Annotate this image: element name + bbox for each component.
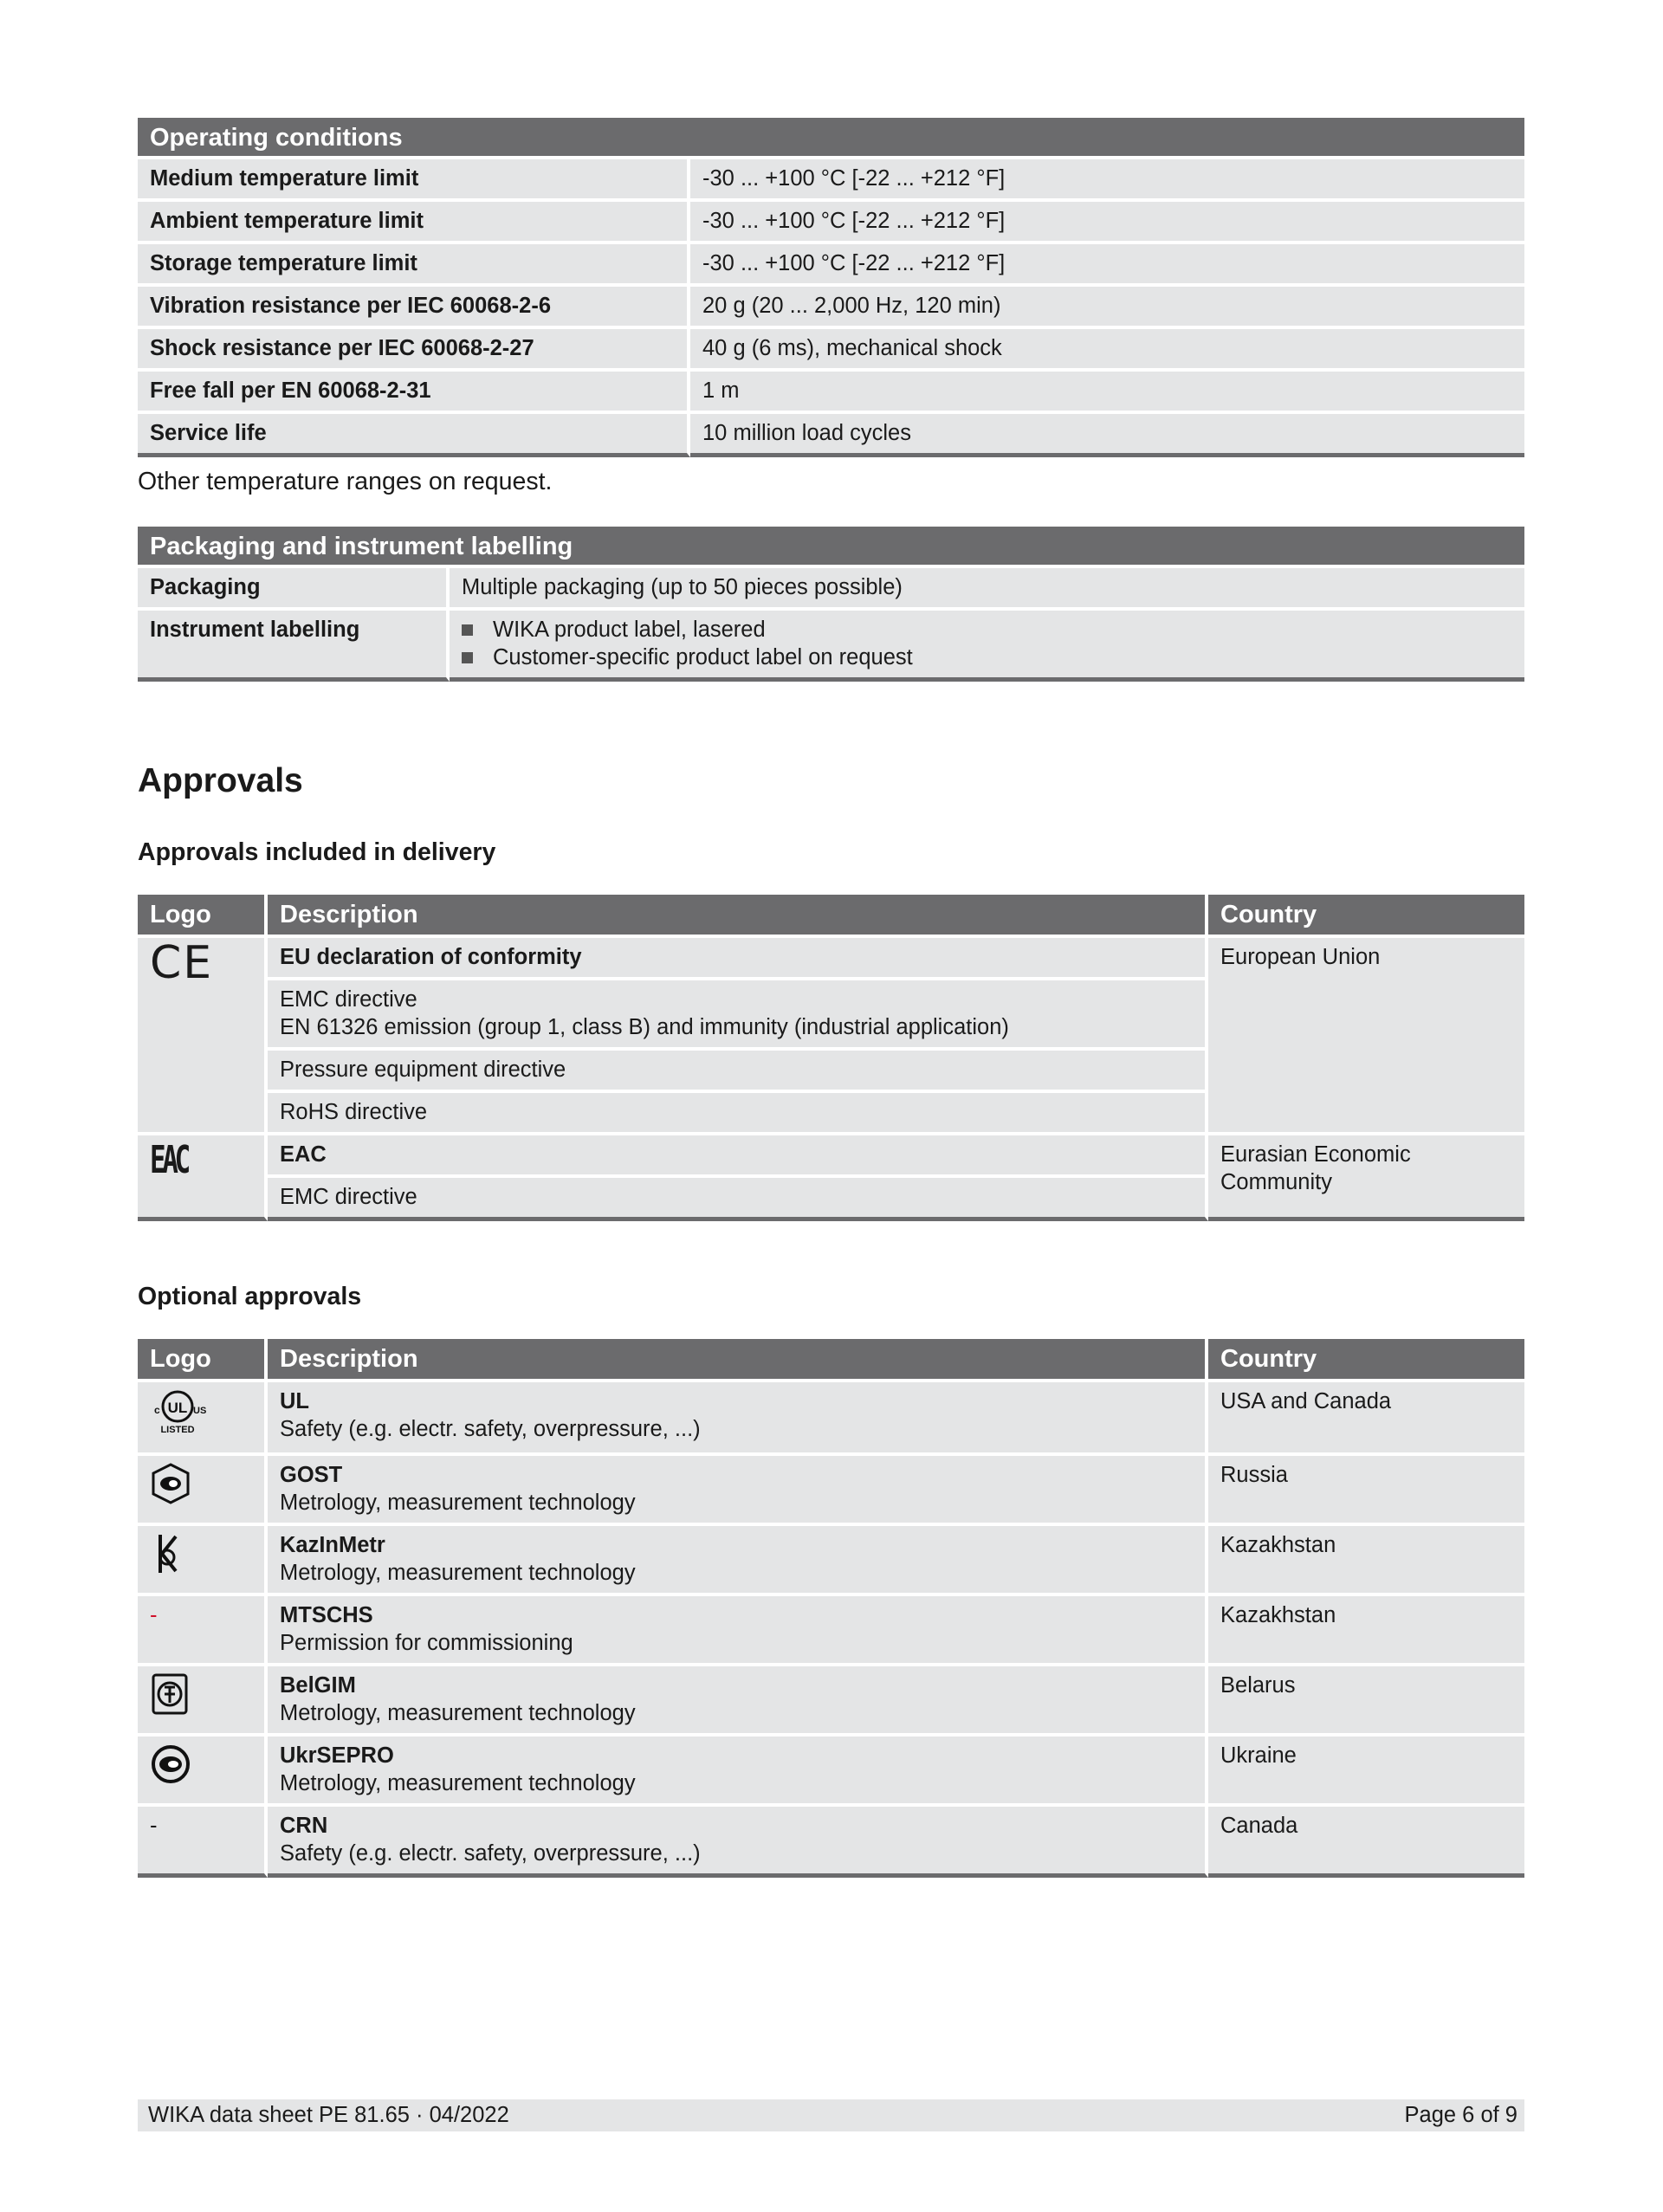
ul-description: UL Safety (e.g. electr. safety, overpressure, ...)	[268, 1382, 1208, 1456]
optional-approvals-table	[138, 1339, 1524, 1878]
col-description: Description	[268, 895, 1208, 938]
gost-logo-cell	[138, 1456, 268, 1526]
table-row	[138, 1456, 1524, 1526]
col-country: Country	[1208, 1339, 1524, 1382]
operating-conditions-rows	[138, 159, 1524, 457]
table-row	[138, 244, 1524, 287]
table-row	[138, 1596, 1524, 1666]
eac-mark-icon: EAC	[150, 1138, 188, 1182]
ul-logo-cell	[138, 1382, 268, 1456]
table-row	[138, 372, 1524, 414]
gost-icon	[150, 1461, 191, 1506]
table-row	[138, 1807, 1524, 1878]
ul-country: USA and Canada	[1208, 1382, 1524, 1456]
table-row	[138, 1666, 1524, 1737]
ukrsepro-country: Ukraine	[1208, 1737, 1524, 1807]
table-header-row	[138, 895, 1524, 938]
eu-pressure: Pressure equipment directive	[268, 1051, 1208, 1093]
operating-conditions-table	[138, 118, 1524, 457]
table-row	[138, 329, 1524, 372]
optional-approvals-heading: Optional approvals	[138, 1283, 362, 1310]
kazinmetr-icon	[150, 1531, 184, 1576]
mtschs-country: Kazakhstan	[1208, 1596, 1524, 1666]
table-row	[138, 938, 1524, 980]
belgim-country: Belarus	[1208, 1666, 1524, 1737]
list-item: WIKA product label, lasered	[462, 616, 1512, 644]
table-row	[138, 568, 1524, 611]
eac-emc: EMC directive	[268, 1178, 1208, 1221]
belgim-icon	[150, 1672, 190, 1717]
row-label: Shock resistance per IEC 60068-2-27	[138, 329, 690, 372]
table-row	[138, 202, 1524, 244]
eu-emc: EMC directive EN 61326 emission (group 1, class B) and immunity (industrial application)	[268, 980, 1208, 1051]
belgim-logo-cell	[138, 1666, 268, 1737]
svg-text:UL: UL	[167, 1400, 188, 1416]
labelling-list	[450, 611, 1524, 682]
kazinmetr-country: Kazakhstan	[1208, 1526, 1524, 1596]
eac-logo-cell	[138, 1135, 268, 1221]
list-item: Customer-specific product label on request	[462, 644, 1512, 671]
page-footer	[138, 2099, 1524, 2131]
approvals-included-heading: Approvals included in delivery	[138, 838, 496, 866]
gost-country: Russia	[1208, 1456, 1524, 1526]
temperature-note: Other temperature ranges on request.	[138, 468, 553, 495]
mtschs-description: MTSCHS Permission for commissioning	[268, 1596, 1208, 1666]
svg-text:US: US	[193, 1406, 207, 1416]
row-value: -30 ... +100 °C [-22 ... +212 °F]	[690, 159, 1524, 202]
crn-description: CRN Safety (e.g. electr. safety, overpressure, ...)	[268, 1807, 1208, 1878]
svg-text:c: c	[154, 1404, 160, 1416]
eu-title: EU declaration of conformity	[268, 938, 1208, 980]
no-logo-dash: -	[150, 1814, 158, 1838]
table-row	[138, 287, 1524, 329]
row-value: 10 million load cycles	[690, 414, 1524, 457]
crn-country: Canada	[1208, 1807, 1524, 1878]
labelling-label: Instrument labelling	[138, 611, 450, 682]
svg-text:LISTED: LISTED	[160, 1425, 195, 1435]
table-row	[138, 1135, 1524, 1178]
eu-rohs: RoHS directive	[268, 1093, 1208, 1135]
operating-conditions-title: Operating conditions	[138, 118, 1524, 159]
eu-country: European Union	[1208, 938, 1524, 1135]
packaging-label: Packaging	[138, 568, 450, 611]
row-label: Free fall per EN 60068-2-31	[138, 372, 690, 414]
ukrsepro-icon	[150, 1742, 193, 1787]
approvals-heading: Approvals	[138, 762, 303, 799]
bullet-square-icon	[462, 652, 473, 663]
row-value: 40 g (6 ms), mechanical shock	[690, 329, 1524, 372]
ukrsepro-logo-cell	[138, 1737, 268, 1807]
row-value: -30 ... +100 °C [-22 ... +212 °F]	[690, 244, 1524, 287]
crn-logo-cell	[138, 1807, 268, 1878]
belgim-description: BelGIM Metrology, measurement technology	[268, 1666, 1208, 1737]
col-country: Country	[1208, 895, 1524, 938]
included-approvals-table	[138, 895, 1524, 1221]
footer-page-number: Page 6 of 9	[1404, 2103, 1517, 2127]
eac-title: EAC	[268, 1135, 1208, 1178]
table-row	[138, 414, 1524, 457]
row-label: Service life	[138, 414, 690, 457]
row-value: 20 g (20 ... 2,000 Hz, 120 min)	[690, 287, 1524, 329]
row-label: Medium temperature limit	[138, 159, 690, 202]
ukrsepro-description: UkrSEPRO Metrology, measurement technology	[268, 1737, 1208, 1807]
bullet-square-icon	[462, 624, 473, 636]
ce-logo-cell	[138, 938, 268, 1135]
row-label: Storage temperature limit	[138, 244, 690, 287]
footer-datasheet: WIKA data sheet PE 81.65 · 04/2022	[148, 2103, 509, 2127]
kazinmetr-description: KazInMetr Metrology, measurement technology	[268, 1526, 1208, 1596]
packaging-value: Multiple packaging (up to 50 pieces possible)	[450, 568, 1524, 611]
kazinmetr-logo-cell	[138, 1526, 268, 1596]
ce-mark-icon: CE	[150, 937, 214, 989]
mtschs-logo-cell	[138, 1596, 268, 1666]
table-row	[138, 1526, 1524, 1596]
packaging-title: Packaging and instrument labelling	[138, 527, 1524, 568]
row-value: -30 ... +100 °C [-22 ... +212 °F]	[690, 202, 1524, 244]
table-row	[138, 1737, 1524, 1807]
table-row	[138, 611, 1524, 682]
ul-icon	[150, 1387, 214, 1439]
table-header-row	[138, 1339, 1524, 1382]
packaging-table	[138, 527, 1524, 682]
gost-description: GOST Metrology, measurement technology	[268, 1456, 1208, 1526]
row-label: Ambient temperature limit	[138, 202, 690, 244]
no-logo-dash: -	[150, 1603, 158, 1627]
eac-country: Eurasian Economic Community	[1208, 1135, 1524, 1221]
packaging-rows	[138, 568, 1524, 682]
table-row	[138, 1382, 1524, 1456]
col-description: Description	[268, 1339, 1208, 1382]
row-label: Vibration resistance per IEC 60068-2-6	[138, 287, 690, 329]
table-row	[138, 159, 1524, 202]
col-logo: Logo	[138, 1339, 268, 1382]
col-logo: Logo	[138, 895, 268, 938]
row-value: 1 m	[690, 372, 1524, 414]
